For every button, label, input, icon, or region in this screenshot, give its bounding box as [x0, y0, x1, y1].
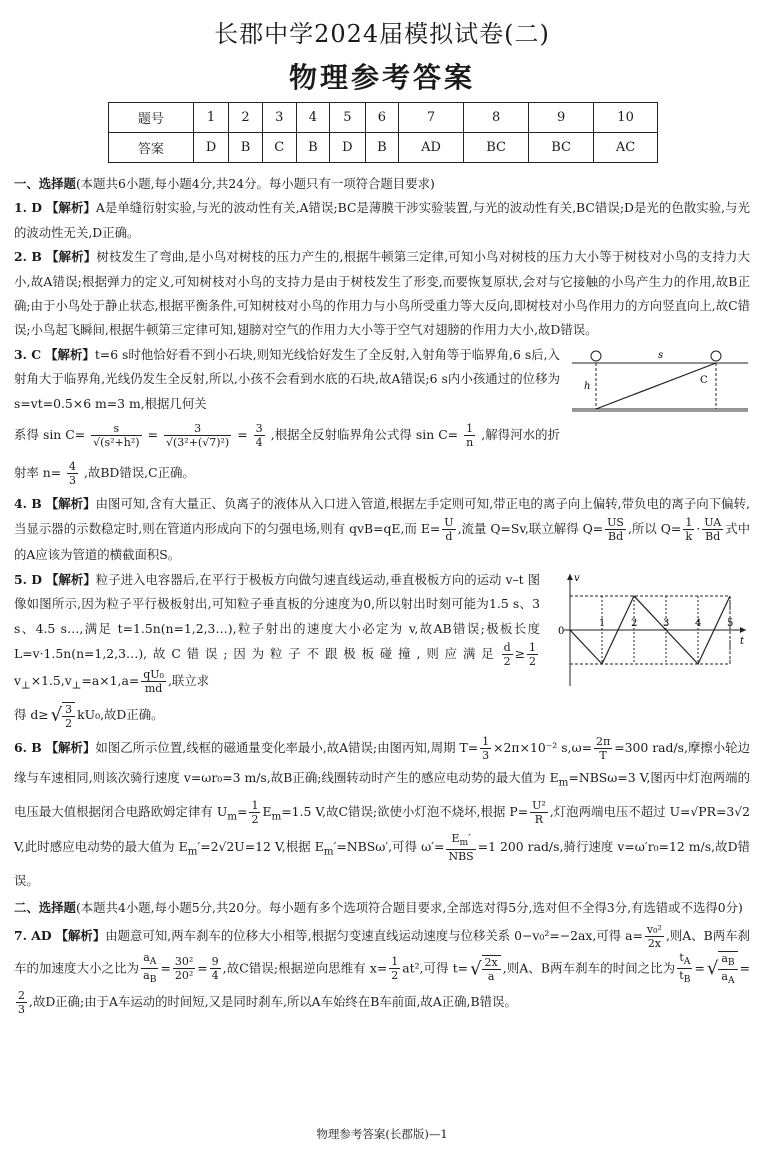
q7-frac4	[210, 955, 221, 982]
fig-label-c: C	[700, 374, 708, 386]
q4-text-e: 式中的A应该为管道的横截面积S。	[14, 521, 751, 563]
frac-numerator: 3	[62, 703, 75, 717]
q3-text-c: ,根据全反射临界角公式得 sin C=	[270, 427, 459, 443]
frac-numerator: $t_A$	[677, 951, 692, 969]
q5-text-c: $v_\perp\times 1.5,v_\perp=a\times 1,a=$	[14, 673, 140, 692]
frac-numerator: 9	[211, 955, 219, 969]
frac-denominator: 3	[482, 748, 490, 762]
q6-tag: 【解析】	[45, 739, 96, 755]
q4-tag: 【解析】	[45, 496, 96, 512]
frac-numerator: d	[503, 641, 511, 655]
frac-denominator: 2	[391, 969, 399, 983]
frac-denominator: Bd	[607, 530, 624, 544]
q7-text-c: =	[160, 960, 171, 976]
question-number-cell: 8	[464, 103, 529, 133]
q5-tag: 【解析】	[46, 571, 96, 587]
frac-numerator: UA	[704, 516, 722, 530]
q4-text-c: ,所以 Q=	[627, 521, 682, 537]
q5-frac3	[141, 668, 166, 695]
q6-frac3	[249, 799, 260, 826]
frac-denominator: md	[144, 682, 163, 696]
frac-denominator: $a_A$	[721, 969, 735, 986]
answer-cell: B	[296, 133, 329, 163]
q4-frac3	[683, 516, 694, 543]
sqrt-sign-icon: √	[50, 704, 63, 726]
q5-number: 5. D	[14, 571, 43, 587]
q5-result-line	[14, 698, 750, 733]
frac-denominator: 2	[251, 813, 259, 827]
q6-frac1	[480, 735, 491, 762]
section2-note: (本题共4小题,每小题5分,共20分。每小题有多个选项符合题目要求,全部选对得5分,选对但不全得3分,有选错或不选得0分)	[75, 900, 743, 916]
q3-text-a: t=6 s时他恰好看不到小石块,则知光线恰好发生了全反射,入射角等于临界角,6 s后,入射角大于临界角,光线仍发生全反射,所以,小孩不会看到水底的石块,故A错误;6 s内小孩通过的位移为 s=vt=0.5×6 m=3 m,根据几何关	[14, 346, 560, 411]
sqrt-radicand	[718, 951, 737, 987]
answer-cell: B	[365, 133, 398, 163]
frac-numerator: 4	[69, 460, 77, 474]
frac-denominator: k	[685, 530, 693, 544]
frac-denominator: d	[445, 530, 453, 544]
q6-text-d: $E_m=1.5$ V,故C错误;欲使小灯泡不烧坏,根据 P=	[262, 804, 529, 823]
question-number-cell: 2	[229, 103, 262, 133]
row-label-numbers: 题号	[109, 103, 194, 133]
answer-cell: D	[329, 133, 365, 163]
q5-text-g: ,故D正确。	[100, 706, 164, 722]
page-footer: 物理参考答案(长郡版)—1	[316, 1127, 448, 1141]
q7-text-a: 由题意可知,两车刹车的位移大小相等,根据匀变速直线运动速度与位移关系 0−v₀²=−2ax,可得 a=	[105, 927, 643, 943]
q3-text-e: ,故BD错误,C正确。	[84, 465, 195, 481]
q6-frac2	[594, 735, 612, 762]
q6-solution	[14, 733, 750, 897]
frac-denominator: 2	[529, 655, 536, 669]
q4-text-b: ,流量 Q=Sv,联立解得 Q=	[457, 521, 604, 537]
q3-text-d: ,解得河水的折射率 n=	[14, 427, 560, 481]
river-bed	[572, 409, 748, 412]
row-label-answers: 答案	[109, 133, 194, 163]
frac-numerator: 30²	[174, 955, 194, 969]
q6-text-a: 如图乙所示位置,线框的磁通量变化率最小,故A错误;由图丙知,周期 T=	[95, 739, 479, 755]
q3-equation-line	[14, 416, 750, 492]
frac-denominator: NBS	[448, 849, 474, 863]
frac-numerator: $E_m'$	[446, 832, 475, 850]
frac-numerator: 2π	[595, 734, 611, 748]
question-number-cell: 3	[262, 103, 296, 133]
q7-text-g: ,则A、B两车刹车的时间之比为	[502, 960, 676, 976]
q7-frac5	[389, 955, 400, 982]
frac-numerator: v₀²	[646, 922, 662, 936]
q7-text-j: ,故D正确;由于A车运动的时间短,又是同时刹车,所以A车始终在B车前面,故A正确,B错误。	[29, 994, 517, 1009]
frac-numerator: $a_A$	[141, 951, 158, 969]
frac-numerator: 1	[482, 734, 490, 748]
frac-numerator: 3	[255, 422, 263, 436]
axis-label-v: v	[574, 572, 580, 584]
q4-solution	[14, 492, 750, 568]
answer-cell: C	[262, 133, 296, 163]
q1-tag: 【解析】	[46, 200, 96, 216]
question-number-cell: 5	[329, 103, 365, 133]
q5-sqrt	[51, 698, 75, 733]
frac-numerator: U	[444, 516, 454, 530]
answer-cell: AC	[594, 133, 658, 163]
frac-denominator: √(s²+h²)	[93, 436, 140, 450]
main-title: 物理参考答案	[288, 61, 475, 94]
q3-solution	[14, 343, 750, 416]
frac-denominator: a	[487, 970, 495, 984]
q7-solution	[14, 921, 750, 1017]
q5-solution	[14, 568, 750, 698]
frac-numerator: 1	[464, 422, 475, 436]
q5-text-e: 得 d≥	[14, 706, 49, 722]
q3-frac3	[254, 422, 265, 449]
frac-denominator: 2	[503, 655, 511, 669]
answer-cell: BC	[464, 133, 529, 163]
answer-cell: B	[229, 133, 262, 163]
section1-heading: 一、选择题	[14, 176, 76, 191]
frac-numerator: 2x	[482, 956, 501, 970]
solution-content	[14, 172, 750, 1017]
answer-cell: BC	[529, 133, 594, 163]
frac-denominator: 2	[65, 716, 73, 730]
frac-numerator: 1	[391, 955, 399, 969]
frac-denominator: 20²	[174, 969, 194, 983]
frac-numerator: $a_B$	[718, 952, 737, 970]
axis-label-t: t	[740, 635, 745, 647]
q7-text-d: =	[197, 960, 208, 976]
q4-frac4	[702, 516, 723, 543]
frac-numerator: 1	[685, 516, 693, 530]
q6-frac4	[530, 799, 548, 826]
q7-sqrt1	[470, 954, 501, 985]
frac-denominator: T	[599, 748, 607, 762]
q3-figure	[570, 345, 750, 413]
section2-header	[14, 896, 750, 920]
q3-number: 3. C	[14, 346, 42, 362]
tick-label: 4	[695, 617, 702, 629]
q7-frac2	[141, 951, 158, 986]
q6-text-c: =300 rad/s,摩擦小轮边缘与车速相同,则该次骑行速度 v=ωr₀=3 m/s,故B正确;线圈转动时产生的感应电动势的最大值为 $E_m=NBS\omega=3$ V,图丙中灯泡两端的电压最大值根据闭合电路欧姆定律有 $U_m=$	[14, 739, 750, 823]
q7-text-i: =	[739, 960, 751, 976]
q7-frac6	[677, 951, 692, 986]
q3-text-b: 系得 sin C=	[14, 427, 86, 443]
answer-table	[108, 102, 658, 163]
q5-text-a: 粒子进入电容器后,在平行于极板方向做匀速直线运动,垂直极板方向的运动 v–t 图像如图所示,因为粒子平行极板射出,可知粒子垂直板的分速度为0,所以射出时刻可能为1.5 s、3 s、4.5 s…,满足 t=1.5n(n=1,2,3…),粒子射出的速度大小必定为 v,故AB错误;极板长度 L=v·1.5n(n=1,2,3…),故C错误;因为粒子不跟极板碰撞,则应满足	[14, 571, 541, 662]
frac-numerator: qU₀	[143, 668, 164, 682]
q4-text-d: ·	[696, 521, 701, 537]
frac-denominator: 2x	[647, 936, 662, 950]
q4-frac2	[605, 516, 626, 543]
answer-cell: AD	[398, 133, 463, 163]
sqrt-radicand	[62, 702, 75, 730]
frac-denominator: Bd	[705, 530, 721, 544]
q6-text-f: =1 200 rad/s,骑行速度 v=ω′r₀=12 m/s,故D错误。	[14, 838, 751, 889]
tick-label: 2	[631, 617, 638, 629]
question-number-cell: 10	[594, 103, 658, 133]
fig-label-h: h	[584, 380, 591, 392]
question-number-cell: 7	[398, 103, 463, 133]
school-title: 长郡中学2024届模拟试卷(二)	[214, 20, 550, 48]
child-start-icon	[591, 351, 601, 361]
frac-numerator: s	[91, 422, 141, 436]
q6-text-e: ,灯泡两端电压不超过 U=√PR=3√2 V,此时感应电动势的最大值为 $E_m'=2√2U=12$ V,根据 $E_m'=NBS\omega'$,可得 ω′=	[14, 804, 750, 858]
answer-table-answer-row	[109, 133, 658, 163]
q7-frac7	[16, 989, 27, 1016]
fig-label-s: s	[658, 349, 664, 361]
q1-text: A是单缝衍射实验,与光的波动性有关,A错误;BC是薄膜干涉实验装置,与光的波动性有关,BC错误;D是光的色散实验,与光的波动性无关,D正确。	[14, 200, 750, 240]
frac-denominator: 4	[255, 436, 263, 450]
frac-denominator: $t_B$	[679, 969, 691, 986]
frac-denominator: R	[534, 813, 544, 827]
q6-frac5	[446, 832, 475, 863]
q7-frac1	[645, 923, 664, 950]
q3-eq2: =	[237, 427, 248, 443]
question-number-cell: 1	[193, 103, 229, 133]
q5-text-f: kU₀	[77, 706, 101, 722]
q4-number: 4. B	[14, 496, 42, 512]
t-axis-arrow-icon	[740, 627, 746, 633]
q7-number: 7. AD	[14, 927, 52, 943]
child-end-icon	[711, 351, 721, 361]
q3-frac2	[164, 422, 231, 449]
q1-number: 1. D	[14, 200, 43, 216]
frac-denominator: 4	[211, 969, 219, 983]
question-number-cell: 9	[529, 103, 594, 133]
q7-tag: 【解析】	[55, 927, 106, 943]
q2-tag: 【解析】	[46, 249, 97, 265]
q7-text-e: ,故C错误;根据逆向思维有 x=	[222, 960, 388, 976]
frac-numerator: U²	[532, 799, 546, 813]
q4-text-a: 由图可知,含有大量正、负离子的液体从入口进入管道,根据左手定则可知,带正电的离子向上偏转,带负电的离子向下偏转,当显示器的示数稳定时,则在管道内形成向下的匀强电场,则有 qvB=qE,而 E=	[14, 496, 750, 537]
answer-cell: D	[193, 133, 229, 163]
q3-frac4	[464, 422, 475, 449]
q5-frac1	[502, 641, 513, 668]
tick-label: 1	[599, 617, 606, 629]
q7-text-f: at²,可得 t=	[402, 960, 469, 976]
q4-frac1	[442, 516, 455, 543]
q6-number: 6. B	[14, 739, 42, 755]
q5-vt-graph	[550, 570, 750, 690]
q3-frac5	[67, 460, 78, 487]
q7-text-h: =	[694, 960, 705, 976]
section1-note: (本题共6小题,每小题4分,共24分。每小题只有一项符合题目要求)	[75, 176, 435, 191]
q5-text-b: ≥	[514, 646, 525, 662]
section2-heading: 二、选择题	[14, 900, 76, 916]
tick-label: 3	[663, 617, 670, 629]
q3-tag: 【解析】	[45, 346, 95, 362]
frac-numerator: 3	[164, 422, 231, 436]
frac-denominator: n	[466, 436, 474, 450]
sqrt-sign-icon: √	[706, 957, 719, 979]
axis-origin: 0	[558, 625, 565, 637]
q2-number: 2. B	[14, 249, 42, 265]
q3-frac1	[91, 422, 141, 449]
question-number-cell: 4	[296, 103, 329, 133]
q6-text-b: ×2π×10⁻² s,ω=	[493, 739, 592, 755]
frac-denominator: 3	[69, 474, 77, 488]
q2-solution	[14, 245, 750, 343]
section1-header	[14, 172, 750, 196]
q2-text: 树枝发生了弯曲,是小鸟对树枝的压力产生的,根据牛顿第三定律,可知小鸟对树枝的压力大小等于树枝对小鸟的支持力大小,故A错误;根据弹力的定义,可知树枝对小鸟的支持力是由于树枝发生了形变,而要恢复原状,会对与它接触的小鸟产生力的作用,故B正确;由于小鸟处于静止状态,根据平衡条件,可知树枝对小鸟的作用力与小鸟所受重力等大反向,即树枝对小鸟作用力的方向竖直向上,故C错误;小鸟起飞瞬间,根据牛顿第三定律可知,翅膀对空气的作用力大小等于空气对翅膀的作用力大小,故D错误。	[14, 249, 750, 338]
frac-numerator: 1	[251, 799, 259, 813]
frac-numerator: US	[607, 516, 624, 530]
answer-table-number-row	[109, 103, 658, 133]
frac-denominator: $a_B$	[143, 969, 157, 986]
frac-numerator: 1	[529, 641, 536, 655]
question-number-cell: 6	[365, 103, 398, 133]
frac-denominator: √(3²+(√7)²)	[165, 436, 230, 450]
q5-text-d: ,联立求	[167, 673, 210, 689]
q1-solution	[14, 196, 750, 245]
light-ray	[596, 363, 716, 409]
frac-numerator: 2	[18, 989, 25, 1002]
q3-eq1: =	[147, 427, 158, 443]
sqrt-radicand	[482, 955, 501, 983]
v-axis-arrow-icon	[567, 574, 573, 580]
q5-frac2	[527, 641, 538, 668]
q7-sqrt2	[707, 951, 738, 987]
tick-label: 5	[727, 617, 734, 629]
sqrt-sign-icon: √	[470, 958, 482, 980]
q7-frac3	[173, 955, 195, 982]
frac-denominator: 3	[18, 1003, 25, 1016]
q7-text-b: ,则A、B两车刹车的加速度大小之比为	[14, 927, 751, 976]
